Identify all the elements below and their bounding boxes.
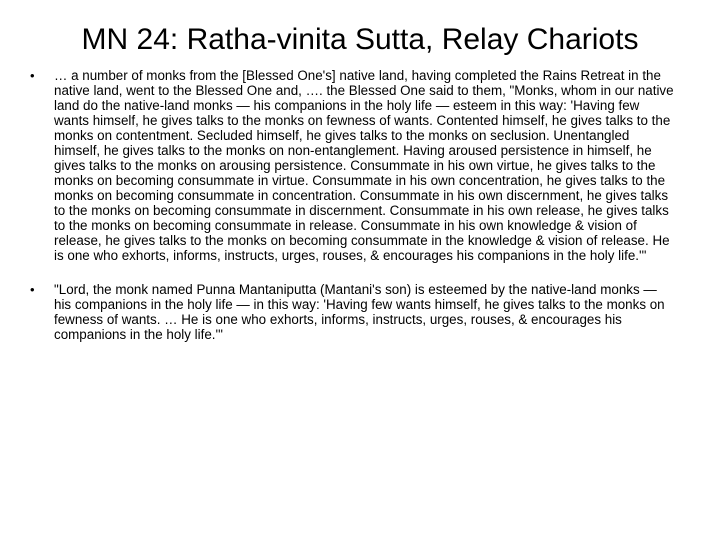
bullet-icon: • <box>30 68 35 83</box>
bullet-item <box>0 282 720 342</box>
bullet-text: … a number of monks from the [Blessed One's] native land, having completed the Rains Retreat in the native land, went to the Blessed One and, …. the Blessed One said to them, "Monks, whom in our native land do the native-land monks — his companions in the holy life — esteem in this way: 'Having few wants himself, he gives talks to the monks on fewness of wants. Contented himself, he gives talks to the monks on contentment. Secluded himself, he gives talks to the monks on seclusion. Unentangled himself, he gives talks to the monks on non-entanglement. Having aroused persistence in himself, he gives talks to the monks on arousing persistence. Consummate in his own virtue, he gives talks to the monks on becoming consummate in virtue. Consummate in his own concentration, he gives talks to the monks on becoming consummate in concentration. Consummate in his own discernment, he gives talks to the monks on becoming consummate in discernment. Consummate in his own release, he gives talks to the monks on becoming consummate in release. Consummate in his own knowledge & vision of release, he gives talks to the monks on becoming consummate in the knowledge & vision of release. He is one who exhorts, informs, instructs, urges, rouses, & encourages his companions in the holy life.'" <box>54 68 674 263</box>
bullet-list <box>0 68 720 342</box>
bullet-icon: • <box>30 282 35 297</box>
bullet-text: "Lord, the monk named Punna Mantaniputta (Mantani's son) is esteemed by the native-land monks — his companions in the holy life — in this way: 'Having few wants himself, he gives talks to the monks on fewness of wants. … He is one who exhorts, informs, instructs, urges, rouses, & encourages his companions in the holy life.'" <box>54 282 665 342</box>
slide-title: MN 24: Ratha-vinita Sutta, Relay Chariots <box>81 23 639 56</box>
bullet-item <box>0 68 720 263</box>
